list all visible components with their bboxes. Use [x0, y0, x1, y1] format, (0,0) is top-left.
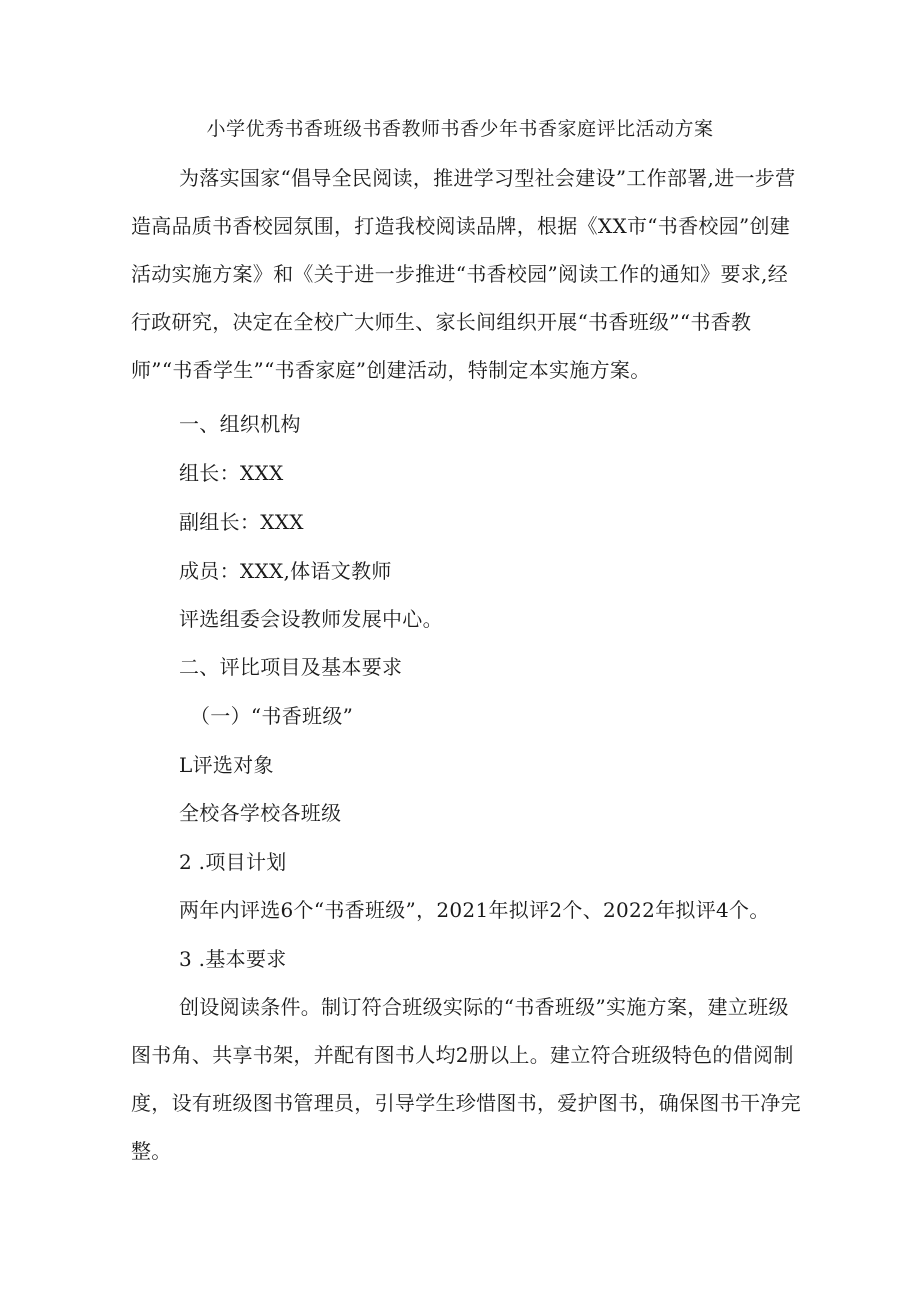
item-heading-targets: L评选对象	[179, 753, 274, 777]
subsection-heading-class: （一）“书香班级”	[190, 704, 354, 728]
requirements-paragraph: 创设阅读条件。制订符合班级实际的“书香班级”实施方案，建立班级图书角、共享书架，并配有图书人均2册以上。建立符合班级特色的借阅制度，设有班级图书管理员，引导学生珍惜图书，爱护图书，确保图书干净完整。	[131, 995, 801, 1163]
committee-line: 评选组委会设教师发展中心。	[179, 607, 443, 631]
item-heading-requirements: 3 .基本要求	[179, 947, 287, 971]
intro-paragraph: 为落实国家“倡导全民阅读，推进学习型社会建设”工作部署,进一步营造高品质书香校园氛围，打造我校阅读品牌，根据《XX市“书香校园”创建活动实施方案》和《关于进一步推进“书香校园”阅读工作的通知》要求,经行政研究，决定在全校广大师生、家长间组织开展“书香班级”“书香教师”“书香学生”“书香家庭”创建活动，特制定本实施方案。	[131, 166, 796, 382]
section-heading-organization: 一、组织机构	[179, 412, 301, 436]
item-content-plan: 两年内评选6个“书香班级”，2021年拟评2个、2022年拟评4个。	[179, 898, 770, 922]
section-heading-projects: 二、评比项目及基本要求	[179, 655, 403, 679]
members-line: 成员：XXX,体语文教师	[179, 559, 392, 583]
leader-line: 组长：XXX	[179, 461, 284, 485]
document-title: 小学优秀书香班级书香教师书香少年书香家庭评比活动方案	[206, 118, 714, 140]
item-content-targets: 全校各学校各班级	[179, 801, 342, 825]
deputy-leader-line: 副组长：XXX	[179, 510, 304, 534]
item-heading-plan: 2 .项目计划	[179, 850, 287, 874]
